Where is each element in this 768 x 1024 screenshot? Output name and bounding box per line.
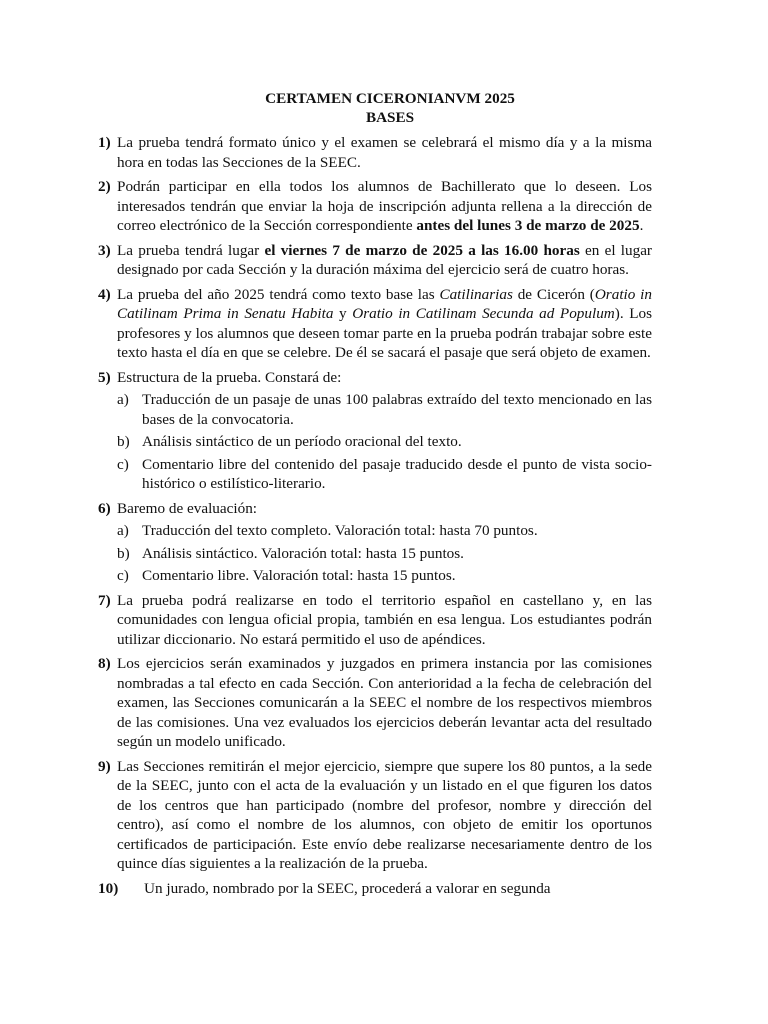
sub-text: Comentario libre del contenido del pasaje traducido desde el punto de vista socio-histórico o estilístico-literario. bbox=[142, 455, 652, 492]
rule-text-end: . bbox=[639, 217, 644, 234]
sub-letter: c) bbox=[117, 567, 129, 584]
sub-item bbox=[117, 521, 652, 541]
rule-text: La prueba tendrá lugar bbox=[117, 241, 265, 259]
rule-item-7 bbox=[98, 591, 652, 650]
sub-text: Comentario libre. Valoración total: hasta 15 puntos. bbox=[142, 567, 456, 584]
rule-number: 9) bbox=[98, 757, 111, 775]
sub-list bbox=[117, 390, 652, 494]
rule-item-5 bbox=[98, 368, 652, 494]
sub-letter: a) bbox=[117, 391, 129, 408]
rule-item-6 bbox=[98, 499, 652, 586]
rule-item-4 bbox=[98, 285, 652, 363]
rule-text: Los ejercicios serán examinados y juzgados en primera instancia por las comisiones nombradas a tal efecto en cada Sección. Con anterioridad a la fecha de celebración del examen, las Secciones comunicarán a la SEEC el nombre de los respectivos miembros de las comisiones. Una vez evaluados los ejercicios deberán levantar acta del resultado según un modelo unificado. bbox=[117, 655, 652, 750]
rule-text: La prueba tendrá formato único y el examen se celebrará el mismo día y a la misma hora en todas las Secciones de la SEEC. bbox=[117, 134, 652, 171]
work-title: Catilinarias bbox=[439, 285, 513, 303]
sub-letter: a) bbox=[117, 522, 129, 539]
rule-item-3 bbox=[98, 241, 652, 280]
rule-number: 1) bbox=[98, 134, 111, 151]
rule-item-8 bbox=[98, 654, 652, 752]
rule-text: La prueba podrá realizarse en todo el territorio español en castellano y, en las comunidades con lengua oficial propia, también en esa lengua. Los estudiantes podrán utilizar diccionario. No estará permitido el uso de apéndices. bbox=[117, 591, 652, 648]
sub-item bbox=[117, 390, 652, 429]
rule-item-2 bbox=[98, 177, 652, 236]
document-body bbox=[98, 89, 652, 903]
rule-item-9 bbox=[98, 757, 652, 874]
sub-item bbox=[117, 566, 652, 586]
rule-number: 10) bbox=[98, 879, 119, 897]
rule-text: y bbox=[333, 305, 353, 322]
rule-text: de Cicerón ( bbox=[512, 285, 595, 303]
sub-item bbox=[117, 432, 652, 452]
sub-letter: b) bbox=[117, 433, 130, 450]
rule-text: Podrán participar en ella todos los alumnos de Bachillerato que lo deseen. Los interesados tendrán que enviar la hoja de inscripción adjunta rellena a la dirección de correo electrónico de la Sección correspondiente bbox=[117, 178, 652, 234]
rule-text-end: en el lugar designado por cada Sección y la duración máxima del ejercicio será de cuatro horas. bbox=[117, 241, 652, 278]
rule-text: Las Secciones remitirán el mejor ejercicio, siempre que supere los 80 puntos, a la sede de la SEEC, junto con el acta de la evaluación y un listado en el que figuren los datos de los centros que han participado (nombre del profesor, nombre y dirección del centro), así como el nombre de los alumnos, con objeto de emitir los oportunos certificados de participación. Este envío debe realizarse necesariamente dentro de los quince días siguientes a la realización de la prueba. bbox=[117, 757, 652, 872]
work-title: Oratio in Catilinam Prima in Senatu Habita bbox=[117, 285, 652, 322]
rule-bold-date: antes del lunes 3 de marzo de 2025 bbox=[416, 217, 640, 234]
rule-number: 8) bbox=[98, 655, 111, 672]
rule-number: 2) bbox=[98, 178, 111, 195]
rule-number: 5) bbox=[98, 368, 111, 386]
sub-list bbox=[117, 521, 652, 586]
rule-item-10 bbox=[98, 879, 652, 899]
document-subtitle: BASES bbox=[365, 109, 415, 126]
sub-item bbox=[117, 544, 652, 564]
sub-letter: b) bbox=[117, 544, 130, 562]
sub-text: Análisis sintáctico de un período oracional del texto. bbox=[142, 433, 462, 450]
rule-text: Baremo de evaluación: bbox=[117, 499, 258, 517]
rule-text: Un jurado, nombrado por la SEEC, procederá a valorar en segunda bbox=[144, 879, 551, 897]
rule-number: 3) bbox=[98, 241, 111, 259]
sub-item bbox=[117, 455, 652, 494]
rule-number: 7) bbox=[98, 591, 111, 609]
document-title: CERTAMEN CICERONIANVM 2025 bbox=[265, 90, 515, 107]
rule-number: 4) bbox=[98, 285, 111, 303]
sub-text: Traducción de un pasaje de unas 100 palabras extraído del texto mencionado en las bases de la convocatoria. bbox=[142, 391, 652, 428]
rule-bold-date: el viernes 7 de marzo de 2025 a las 16.00 horas bbox=[264, 241, 580, 259]
work-title: Oratio in Catilinam Secunda ad Populum bbox=[352, 305, 615, 322]
sub-letter: c) bbox=[117, 455, 129, 473]
sub-text: Análisis sintáctico. Valoración total: hasta 15 puntos. bbox=[142, 544, 464, 562]
sub-text: Traducción del texto completo. Valoración total: hasta 70 puntos. bbox=[142, 522, 538, 539]
rule-text: ). Los profesores y los alumnos que deseen tomar parte en la prueba podrán trabajar sobre este texto hasta el día en que se celebre. De él se sacará el pasaje que será objeto de examen. bbox=[117, 305, 652, 361]
rule-text: Estructura de la prueba. Constará de: bbox=[117, 368, 342, 386]
rule-number: 6) bbox=[98, 499, 111, 517]
rule-item-1 bbox=[98, 133, 652, 172]
rule-text: La prueba del año 2025 tendrá como texto base las bbox=[117, 285, 440, 303]
